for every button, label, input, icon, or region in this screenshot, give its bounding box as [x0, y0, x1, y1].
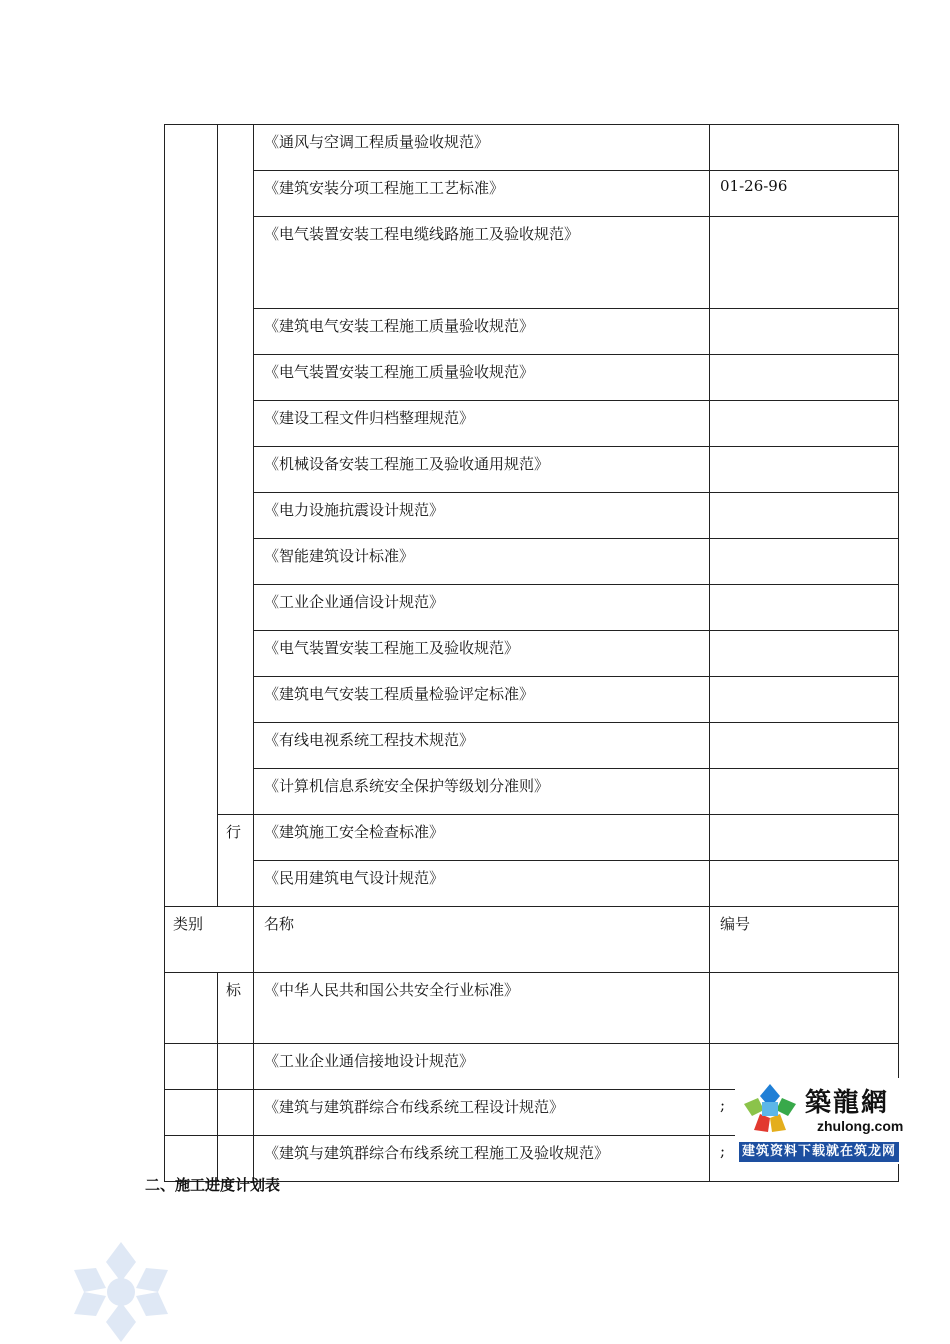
header-category: 类别	[165, 907, 254, 973]
table-row	[165, 631, 899, 677]
table-row	[165, 861, 899, 907]
standards-table	[164, 124, 899, 1182]
snowflake-watermark-icon	[66, 1240, 176, 1344]
subcategory-cell	[218, 125, 254, 815]
standard-name-cell: 《建筑施工安全检查标准》	[254, 815, 710, 861]
standard-name-cell: 《建筑与建筑群综合布线系统工程施工及验收规范》	[254, 1136, 710, 1182]
table-row	[165, 585, 899, 631]
category-cell	[165, 1090, 218, 1136]
logo-name-en: zhulong.com	[817, 1118, 904, 1134]
standard-code-cell: ;	[710, 1090, 899, 1136]
standard-code-cell	[710, 769, 899, 815]
standard-name-cell: 《电气装置安装工程施工及验收规范》	[254, 631, 710, 677]
standard-code-cell	[710, 631, 899, 677]
subcategory-cell: 行	[218, 815, 254, 907]
standard-name-cell: 《建筑安装分项工程施工工艺标准》	[254, 171, 710, 217]
standard-code-cell	[710, 125, 899, 171]
standard-name-cell: 《计算机信息系统安全保护等级划分准则》	[254, 769, 710, 815]
standard-code-cell	[710, 815, 899, 861]
standard-code-cell	[710, 539, 899, 585]
standard-name-cell: 《中华人民共和国公共安全行业标准》	[254, 973, 710, 1044]
table-row	[165, 769, 899, 815]
table-row	[165, 539, 899, 585]
category-cell	[165, 125, 218, 907]
table-header-row	[165, 907, 899, 973]
standard-name-cell: 《通风与空调工程质量验收规范》	[254, 125, 710, 171]
standard-code-cell	[710, 493, 899, 539]
zhulong-logo-icon	[740, 1082, 800, 1140]
subcategory-cell	[218, 1044, 254, 1090]
standard-name-cell: 《建设工程文件归档整理规范》	[254, 401, 710, 447]
table-row	[165, 309, 899, 355]
table-row	[165, 355, 899, 401]
standard-code-cell	[710, 355, 899, 401]
table-row	[165, 493, 899, 539]
standard-name-cell: 《民用建筑电气设计规范》	[254, 861, 710, 907]
header-code: 编号	[710, 907, 899, 973]
standard-name-cell: 《建筑与建筑群综合布线系统工程设计规范》	[254, 1090, 710, 1136]
table-row	[165, 723, 899, 769]
standard-name-cell: 《机械设备安装工程施工及验收通用规范》	[254, 447, 710, 493]
logo-slogan: 建筑资料下载就在筑龙网	[739, 1142, 899, 1162]
standard-name-cell: 《智能建筑设计标准》	[254, 539, 710, 585]
standard-name-cell: 《建筑电气安装工程质量检验评定标准》	[254, 677, 710, 723]
standard-code-cell	[710, 309, 899, 355]
standard-code-cell	[710, 217, 899, 309]
standard-name-cell: 《有线电视系统工程技术规范》	[254, 723, 710, 769]
standard-name-cell: 《电力设施抗震设计规范》	[254, 493, 710, 539]
table-row	[165, 973, 899, 1044]
table-row	[165, 125, 899, 171]
subcategory-cell	[218, 1090, 254, 1136]
table-row	[165, 401, 899, 447]
standard-code-cell	[710, 973, 899, 1044]
standard-name-cell: 《电气装置安装工程电缆线路施工及验收规范》	[254, 217, 710, 309]
table-row	[165, 447, 899, 493]
section-heading: 二、施工进度计划表	[145, 1176, 281, 1194]
standard-code-cell	[710, 401, 899, 447]
standard-code-cell	[710, 447, 899, 493]
category-cell	[165, 1044, 218, 1090]
subcategory-cell: 标	[218, 973, 254, 1044]
standard-code-cell: 01-26-96	[710, 171, 899, 217]
header-name: 名称	[254, 907, 710, 973]
logo-name-cn: 築龍網	[805, 1088, 890, 1118]
zhulong-logo	[735, 1078, 904, 1164]
table-row	[165, 217, 899, 309]
table-row	[165, 815, 899, 861]
standard-name-cell: 《工业企业通信设计规范》	[254, 585, 710, 631]
standard-code-cell: ;	[710, 1136, 899, 1182]
standard-code-cell	[710, 585, 899, 631]
category-cell	[165, 973, 218, 1044]
standard-code-cell	[710, 861, 899, 907]
table-row	[165, 677, 899, 723]
standard-code-cell	[710, 723, 899, 769]
standard-name-cell: 《工业企业通信接地设计规范》	[254, 1044, 710, 1090]
table-row	[165, 171, 899, 217]
standard-code-cell	[710, 677, 899, 723]
standard-name-cell: 《电气装置安装工程施工质量验收规范》	[254, 355, 710, 401]
standard-name-cell: 《建筑电气安装工程施工质量验收规范》	[254, 309, 710, 355]
